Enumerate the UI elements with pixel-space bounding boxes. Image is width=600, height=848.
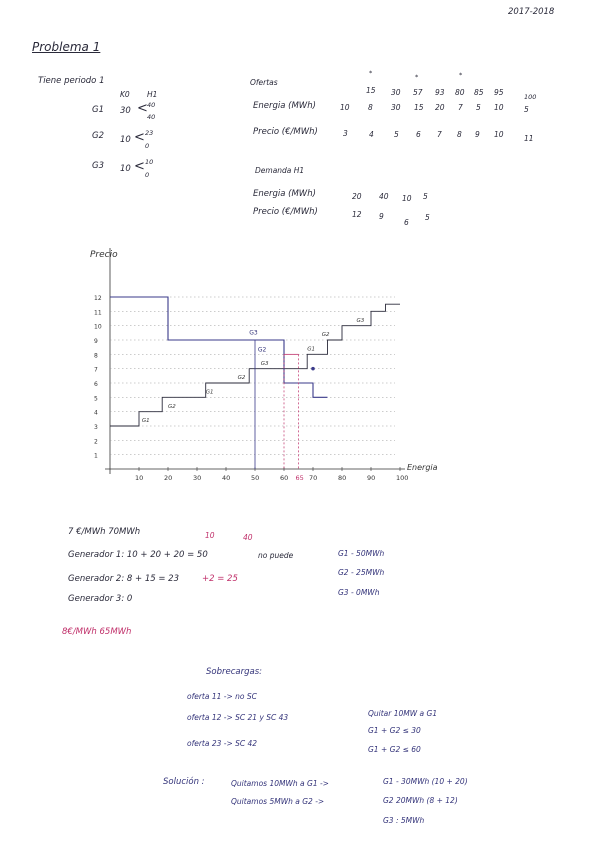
solution-line: Quitamos 10MWh a G1 -> <box>231 779 329 788</box>
step-label: G2 <box>168 403 176 410</box>
demand-energy-value: 5 <box>423 192 428 201</box>
demand-price-value: 12 <box>352 210 362 219</box>
generator-1-note: no puede <box>258 551 294 560</box>
offer-star: * <box>459 71 463 79</box>
x-tick-label: 30 <box>193 474 202 482</box>
gen-row-upper: 10 <box>145 158 154 166</box>
generator-1-line: Generador 1: 10 + 20 + 20 = 50 <box>68 550 208 560</box>
gen-row-lower: 0 <box>145 142 150 150</box>
offer-energy-value: 10 <box>494 103 504 112</box>
solution-head: 7 €/MWh 70MWh <box>68 527 141 537</box>
col-k0: K0 <box>120 90 130 99</box>
offer-energy-value: 15 <box>414 103 424 112</box>
col-h: H1 <box>147 90 158 99</box>
solution-result: G1 - 30MWh (10 + 20) <box>383 777 468 786</box>
offer-energy-value: 10 <box>340 103 350 112</box>
red-note: 10 <box>205 531 215 540</box>
solution-result: G3 : 5MWh <box>383 816 425 825</box>
x-tick-label: 90 <box>367 474 376 482</box>
overload-line: oferta 11 -> no SC <box>187 692 257 701</box>
overload-right: Quitar 10MW a G1 <box>368 709 438 718</box>
gen-row-lower: 40 <box>147 113 156 121</box>
gen-row-upper: 23 <box>145 129 154 137</box>
offer-star: * <box>415 73 419 81</box>
y-axis-label: Precio <box>90 250 118 260</box>
generator-2-line: Generador 2: 8 + 15 = 23 <box>68 574 179 584</box>
step-label: G1 <box>307 346 315 353</box>
step-label: G3 <box>356 317 365 324</box>
demand-curve <box>110 297 328 397</box>
offer-top-value: 85 <box>474 88 484 97</box>
solution-line: Quitamos 5MWh a G2 -> <box>231 797 325 806</box>
demand-price-value: 6 <box>404 218 409 227</box>
x-tick-label: 80 <box>338 474 347 482</box>
offer-energy-value: 8 <box>368 103 373 112</box>
y-tick-label: 9 <box>94 338 98 345</box>
result-g1: G1 - 50MWh <box>338 549 385 558</box>
page-title: Problema 1 <box>32 40 101 54</box>
gen-row-k0: 10 <box>120 135 131 145</box>
offer-energy-value: 30 <box>391 103 401 112</box>
y-tick-label: 8 <box>94 352 98 360</box>
offer-top-value: 93 <box>435 88 445 97</box>
offer-price-value: 10 <box>494 130 504 139</box>
offer-star: * <box>369 69 373 77</box>
demand-price-label: Precio (€/MWh) <box>253 207 318 217</box>
y-tick-label: 3 <box>94 424 98 431</box>
offer-price-value: 7 <box>437 130 442 139</box>
demand-energy-value: 10 <box>402 194 412 203</box>
generator-2-red: +2 = 25 <box>202 574 238 584</box>
overload-line: oferta 12 -> SC 21 y SC 43 <box>187 713 289 722</box>
offer-energy-value: 20 <box>435 103 445 112</box>
offer-price-value: 9 <box>475 130 480 139</box>
y-tick-label: 5 <box>94 395 98 403</box>
gen-row-lower: 0 <box>145 171 150 179</box>
overload-right: G1 + G2 ≤ 30 <box>368 726 421 735</box>
x-tick-label: 40 <box>222 474 231 482</box>
overload-line: oferta 23 -> SC 42 <box>187 739 258 748</box>
step-label: G2 <box>237 375 246 382</box>
offer-price-value: 6 <box>416 130 421 139</box>
gen-brace: < <box>137 101 148 116</box>
offer-top-value: 30 <box>391 88 401 97</box>
step-label: G3 <box>260 360 269 367</box>
demand-energy-value: 20 <box>352 192 362 201</box>
offer-top-value: 57 <box>413 88 423 97</box>
x-tick-label: 70 <box>309 474 318 482</box>
demand-price-value: 9 <box>379 212 384 221</box>
result-g3: G3 - 0MWh <box>338 588 380 597</box>
offer-top-value: 100 <box>524 93 537 101</box>
red-note: 40 <box>243 533 253 542</box>
solution-result: G2 20MWh (8 + 12) <box>383 796 458 805</box>
offer-top-value: 95 <box>494 88 504 97</box>
offers-heading: Ofertas <box>250 78 278 87</box>
offers-price-label: Precio (€/MWh) <box>253 127 318 137</box>
alternative-price: 8€/MWh 65MWh <box>62 627 132 637</box>
x-tick-label: 10 <box>135 474 144 482</box>
y-tick-label: 7 <box>94 366 98 374</box>
offer-top-value: 80 <box>455 88 465 97</box>
generators-heading: Tiene periodo 1 <box>38 76 105 86</box>
step-label: G2 <box>321 332 330 339</box>
gen-brace: < <box>134 130 145 145</box>
annotation-label: G3 <box>249 329 258 337</box>
offer-top-value: 15 <box>366 86 376 95</box>
result-g2: G2 - 25MWh <box>338 568 385 577</box>
x-tick-label-red: 65 <box>295 474 304 482</box>
overload-heading: Sobrecargas: <box>206 667 262 677</box>
x-tick-label: 20 <box>164 474 173 482</box>
y-tick-label: 11 <box>94 309 102 317</box>
demand-heading: Demanda H1 <box>255 166 305 175</box>
offer-energy-value: 5 <box>476 103 481 112</box>
demand-energy-label: Energia (MWh) <box>253 189 316 199</box>
annotation-label: G2 <box>257 346 267 354</box>
gen-row-upper: 40 <box>147 101 156 109</box>
x-tick-label: 100 <box>396 474 409 482</box>
overload-right: G1 + G2 ≤ 60 <box>368 745 421 754</box>
offer-price-value: 4 <box>369 130 374 139</box>
offer-price-value: 5 <box>394 130 399 139</box>
generator-3-line: Generador 3: 0 <box>68 594 133 604</box>
y-tick-label: 2 <box>94 438 98 446</box>
gen-row-name: G3 <box>92 161 104 171</box>
offer-price-value: 11 <box>524 134 534 143</box>
y-tick-label: 10 <box>94 323 102 331</box>
equilibrium-point <box>311 367 315 371</box>
gen-row-name: G2 <box>92 131 104 141</box>
gen-brace: < <box>134 159 145 174</box>
step-label: G1 <box>141 418 150 425</box>
offer-energy-value: 5 <box>524 105 529 114</box>
offer-price-value: 3 <box>343 129 348 138</box>
demand-energy-value: 40 <box>379 192 389 201</box>
step-label: G1 <box>205 389 214 396</box>
gen-row-k0: 10 <box>120 164 131 174</box>
y-tick-label: 12 <box>94 295 102 302</box>
y-tick-label: 6 <box>94 381 98 388</box>
offers-energy-label: Energia (MWh) <box>253 101 316 111</box>
demand-price-value: 5 <box>425 213 430 222</box>
solution-label: Solución : <box>163 777 205 787</box>
offer-energy-value: 7 <box>458 103 463 112</box>
x-axis-label: Energia <box>407 463 438 472</box>
x-tick-label: 50 <box>251 474 260 482</box>
y-tick-label: 4 <box>94 409 98 417</box>
gen-row-name: G1 <box>92 105 104 115</box>
x-tick-label: 60 <box>280 474 289 482</box>
gen-row-k0: 30 <box>120 106 131 116</box>
year-label: 2017-2018 <box>508 7 555 17</box>
offer-price-value: 8 <box>457 130 462 139</box>
y-tick-label: 1 <box>94 452 98 460</box>
